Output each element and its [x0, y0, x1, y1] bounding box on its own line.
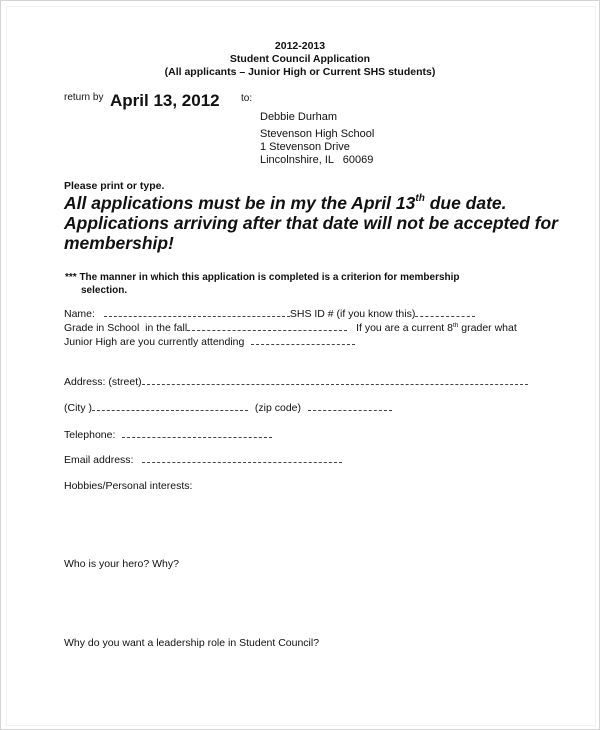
city-zip-row — [64, 401, 392, 415]
name-label: Name: — [64, 308, 95, 320]
email-row — [64, 453, 342, 467]
leadership-label: Why do you want a leadership role in Student Council? — [64, 637, 320, 649]
warning-text-end: due date. — [424, 193, 507, 213]
shs-id-field[interactable] — [415, 307, 475, 317]
ordinal-suffix: th — [415, 193, 425, 204]
return-by-label: return by — [64, 92, 104, 103]
shs-id-label: SHS ID # (if you know this) — [289, 308, 416, 320]
city-field[interactable] — [92, 401, 248, 411]
ordinal-suffix: th — [452, 322, 459, 329]
telephone-label: Telephone: — [64, 429, 116, 441]
print-note: Please print or type. — [64, 180, 165, 192]
recipient-street: 1 Stevenson Drive — [260, 141, 350, 153]
grade-field[interactable] — [187, 321, 347, 331]
eighth-grade-text: If you are a current 8 — [356, 322, 453, 334]
grade-label: Grade in School in the fall — [64, 322, 188, 334]
junior-high-row — [64, 335, 355, 349]
junior-high-field[interactable] — [251, 335, 355, 345]
city-label: (City ) — [64, 402, 92, 414]
email-label: Email address: — [64, 454, 134, 466]
address-field[interactable] — [142, 375, 528, 385]
deadline-warning-line2: Applications arriving after that date will not be accepted for — [64, 213, 558, 233]
hero-label: Who is your hero? Why? — [64, 558, 179, 570]
email-field[interactable] — [142, 453, 342, 463]
recipient-city-state-zip: Lincolnshire, IL 60069 — [260, 154, 374, 166]
criterion-note-line1: *** The manner in which this application is completed is a criterion for membership — [65, 272, 460, 283]
hero-answer-area[interactable] — [64, 573, 534, 628]
name-field[interactable] — [104, 307, 290, 317]
to-label: to: — [241, 93, 253, 104]
document-subtitle: (All applicants – Junior High or Current SHS students) — [164, 66, 436, 78]
address-label: Address: (street) — [64, 376, 142, 388]
document-title: Student Council Application — [229, 53, 371, 65]
zip-field[interactable] — [308, 401, 392, 411]
telephone-row — [64, 428, 272, 442]
recipient-school: Stevenson High School — [260, 128, 375, 140]
name-row — [64, 307, 475, 321]
school-year: 2012-2013 — [274, 40, 326, 52]
deadline-warning-line3: membership! — [64, 233, 174, 253]
eighth-grade-text-end: grader what — [458, 322, 517, 334]
zip-label: (zip code) — [254, 402, 302, 414]
criterion-note-line2: selection. — [81, 285, 128, 296]
hobbies-label: Hobbies/Personal interests: — [64, 480, 193, 492]
address-row — [64, 375, 528, 389]
eighth-grade-label — [356, 322, 517, 334]
grade-row — [64, 321, 517, 335]
warning-text: All applications must be in my the April 13 — [64, 193, 416, 213]
due-date: April 13, 2012 — [110, 91, 220, 110]
leadership-answer-area[interactable] — [64, 652, 534, 712]
deadline-warning-line1 — [64, 193, 507, 214]
junior-high-label: Junior High are you currently attending — [64, 336, 245, 348]
hobbies-answer-area[interactable] — [64, 495, 534, 550]
telephone-field[interactable] — [122, 428, 272, 438]
recipient-name: Debbie Durham — [260, 111, 338, 123]
